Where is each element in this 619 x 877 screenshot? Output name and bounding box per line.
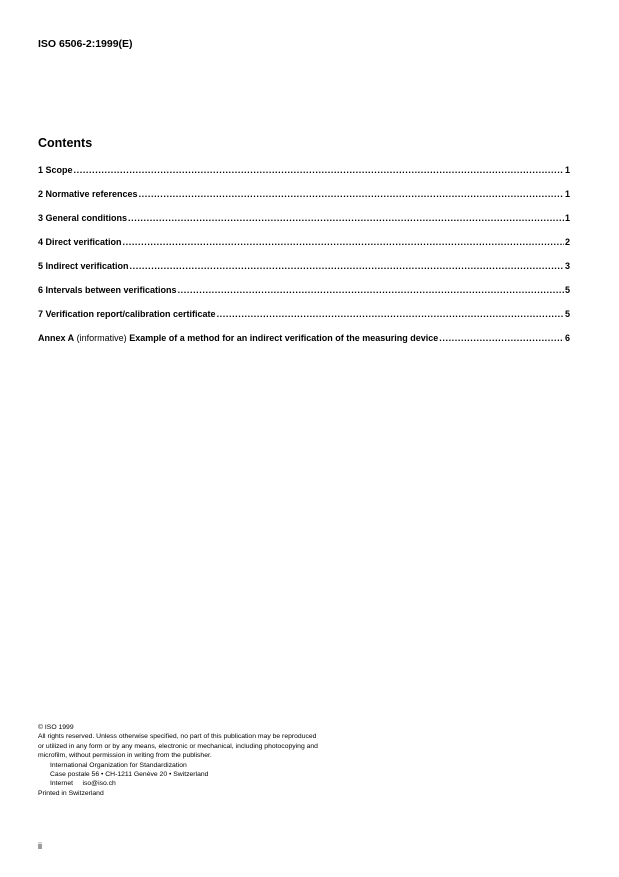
toc-entry-page: 6 [564,333,570,343]
copyright-notice: © ISO 1999 [38,724,74,731]
address-line: Case postale 56 • CH-1211 Genève 20 • Switzerland [50,771,209,779]
toc-dot-leader [128,212,564,224]
toc-entry-annex-a[interactable] [38,332,570,356]
toc-dot-leader [74,164,564,176]
toc-entry-direct-verification[interactable] [38,236,570,260]
rights-line: microfilm, without permission in writing from the publisher. [38,752,212,760]
document-id: ISO 6506-2:1999(E) [38,38,133,50]
toc-dot-leader [139,188,564,200]
toc-entry-title: 6 Intervals between verifications [38,285,177,295]
annex-note: (informative) [74,333,130,343]
printed-in: Printed in Switzerland [38,789,104,797]
toc-entry-title: 2 Normative references [38,189,138,199]
toc-entry-general-conditions[interactable] [38,212,570,236]
page-number: ii [38,841,42,851]
toc-entry-title: 1 Scope [38,165,73,175]
toc-entry-normative-references[interactable] [38,188,570,212]
toc-entry-title [38,332,438,344]
table-of-contents [38,164,570,356]
address-line: International Organization for Standardization [50,761,187,769]
toc-dot-leader [217,308,564,320]
toc-entry-title: 5 Indirect verification [38,261,129,271]
toc-dot-leader [130,260,564,272]
toc-entry-scope[interactable] [38,164,570,188]
toc-entry-page: 5 [564,285,570,295]
copyright-block [38,723,318,798]
toc-entry-title: 4 Direct verification [38,237,122,247]
toc-entry-page: 3 [564,261,570,271]
toc-entry-page: 1 [564,165,570,175]
toc-entry-page: 1 [564,189,570,199]
contents-heading: Contents [38,136,93,150]
toc-entry-page: 2 [564,237,570,247]
annex-subtitle: Example of a method for an indirect verification of the measuring device [129,333,439,343]
toc-entry-indirect-verification[interactable] [38,260,570,284]
toc-entry-title: 7 Verification report/calibration certificate [38,309,216,319]
toc-dot-leader [123,236,564,248]
toc-entry-intervals[interactable] [38,284,570,308]
rights-line: All rights reserved. Unless otherwise specified, no part of this publication may be reproduced [38,733,317,741]
toc-entry-verification-report[interactable] [38,308,570,332]
toc-entry-page: 5 [564,309,570,319]
annex-label: Annex A [38,333,75,343]
toc-entry-title: 3 General conditions [38,213,128,223]
toc-dot-leader [439,332,564,344]
toc-entry-page: 1 [564,213,570,223]
rights-line: or utilized in any form or by any means, electronic or mechanical, including photocopying and [38,742,318,750]
address-line: Internet iso@iso.ch [50,780,116,788]
toc-dot-leader [178,284,564,296]
